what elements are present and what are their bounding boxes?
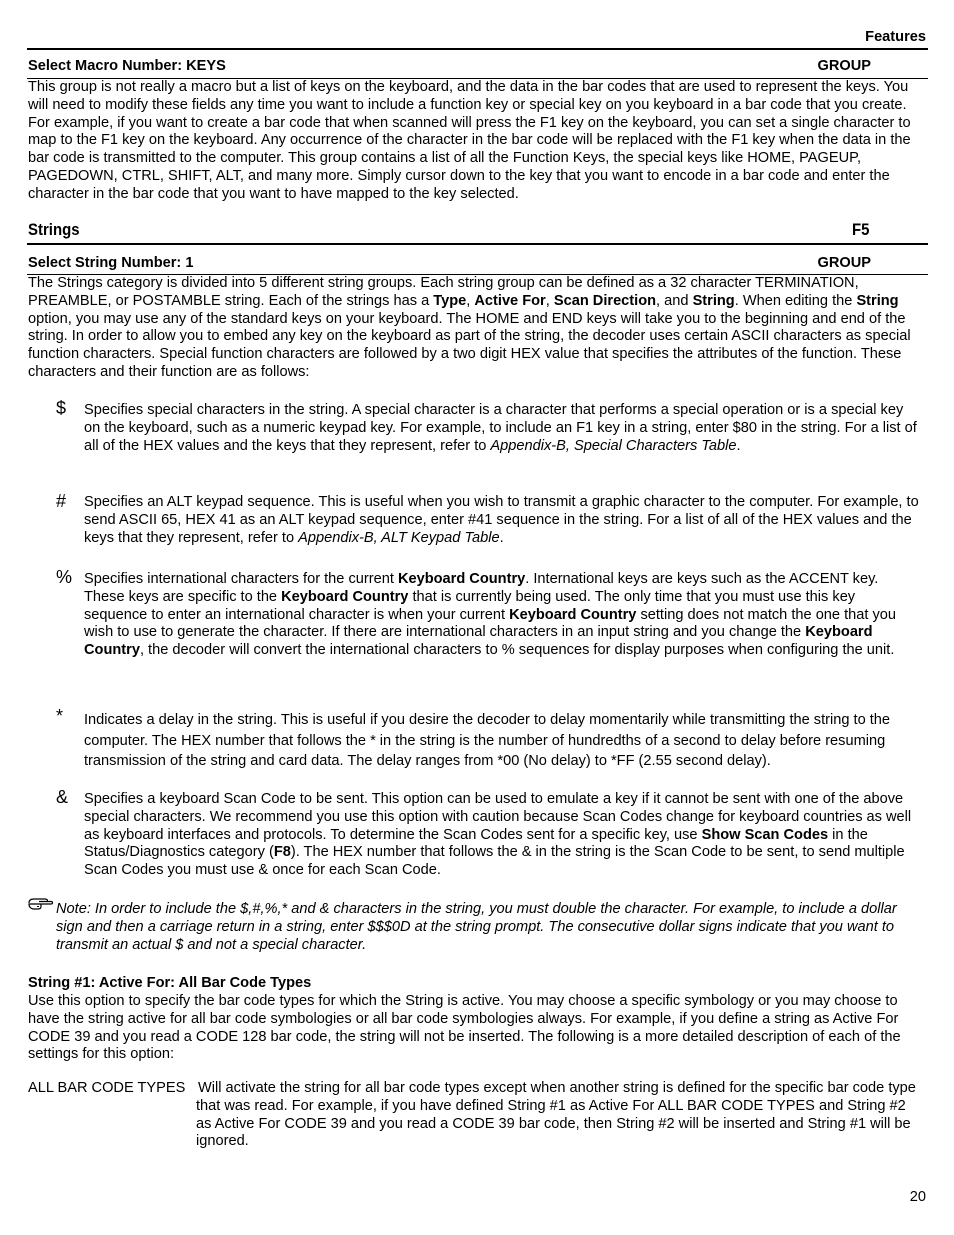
select-string-group: GROUP <box>817 255 871 271</box>
hash-description: Specifies an ALT keypad sequence. This is useful when you wish to transmit a graphic character to the computer. For example, to send ASCII 65, HEX 41 as an ALT keypad sequence, enter #41 sequence in the string. For a list of all of the HEX values and the keys that they represent, refer to Appendix-B, ALT Keypad Table. <box>84 494 919 546</box>
strings-key: F5 <box>852 220 870 239</box>
percent-symbol: % <box>56 567 73 587</box>
pointing-hand-icon <box>28 894 54 912</box>
strings-intro: The Strings category is divided into 5 different string groups. Each string group can be defined as a 32 character TERMINATION, PREAMBLE, or POSTAMBLE string. Each of the strings has a Type, Active For, Scan Direction, and String. When editing the String option, you may use any of the standard keys on your keyboard. The HOME and END keys will take you to the beginning and end of the string. In order to allow you to embed any key on the keyboard as part of the string, the decoder uses certain ASCII characters as special function characters. Special function characters are followed by a two digit HEX value that specifies the attributes of the function. These characters and their function are as follows: <box>28 275 911 380</box>
macro-body: This group is not really a macro but a list of keys on the keyboard, and the data in the bar codes that are used to represent the keys. You will need to modify these fields any time you want to include a function key or special key on you keyboard in a bar code that you create. For example, if you want to create a bar code that when scanned will press the F1 key on the keyboard, you can set a single character to map to the F1 key on the keyboard. Any occurrence of the character in the bar code will be replaced with the F1 key when the data in the bar code is transmitted to the computer. This group contains a list of all the Function Keys, the special keys like HOME, PAGEUP, PAGEDOWN, CTRL, SHIFT, ALT, and many more. Simply cursor down to the key that you want to encode in a bar code and enter the character in the bar code that you want to have mapped to the key selected. <box>28 79 911 202</box>
ampersand-symbol: & <box>56 787 69 807</box>
hash-symbol: # <box>56 491 67 511</box>
running-header: Features <box>865 29 926 45</box>
active-for-heading: String #1: Active For: All Bar Code Types <box>28 975 312 991</box>
definition-term: ALL BAR CODE TYPES <box>28 1080 186 1096</box>
macro-group-label: GROUP <box>817 58 871 74</box>
ampersand-description: Specifies a keyboard Scan Code to be sent. This option can be used to emulate a key if it cannot be sent with one of the above special characters. We recommend you use this option with caution because Scan Codes change for keyboard countries as well as keyboard interfaces and protocols. To determine the Scan Codes sent for a specific key, use Show Scan Codes in the Status/Diagnostics category (F8). The HEX number that follows the & in the string is the Scan Code to be sent, to send multiple Scan Codes you must use & once for each Scan Code. <box>84 791 912 879</box>
strings-rule <box>27 243 928 245</box>
note-text: Note: In order to include the $,#,%,* and & characters in the string, you must double the character. For example, to include a dollar sign and then a carriage return in a string, enter $$$0D at the string prompt. The consecutive dollar signs indicate that you want to transmit an actual $ and not a special character. <box>56 901 897 953</box>
page-number: 20 <box>909 1189 926 1205</box>
asterisk-symbol: * <box>56 706 64 726</box>
macro-heading-label: Select Macro Number: KEYS <box>28 58 226 74</box>
select-string-heading <box>28 255 871 273</box>
strings-title: Strings <box>28 220 80 239</box>
definition-body: Will activate the string for all bar code types except when another string is defined for the specific bar code type that was read. For example, if you have defined String #1 as Active For ALL BAR CODE TYPES and String #2 as Active For CODE 39 and you read a CODE 39 bar code, then String #2 will be inserted and String #1 will be ignored. <box>196 1080 916 1150</box>
active-for-body: Use this option to specify the bar code types for which the String is active. You may choose a specific symbology or you may choose to have the string active for all bar code symbologies or all bar code symbologies always. For example, if you define a string as Active For CODE 39 and you read a CODE 128 bar code, the string will not be inserted. The following is a more detailed description of each of the settings for this option: <box>28 993 901 1063</box>
macro-heading <box>28 58 871 76</box>
dollar-symbol: $ <box>56 398 67 418</box>
asterisk-description: Indicates a delay in the string. This is useful if you desire the decoder to delay momentarily while transmitting the string to the computer. The HEX number that follows the * in the string is the number of hundredths of a second to delay before resuming transmission of the string and card data. The delay ranges from *00 (No delay) to *FF (2.55 second delay). <box>84 712 891 769</box>
percent-description: Specifies international characters for the current Keyboard Country. International keys are keys such as the ACCENT key. These keys are specific to the Keyboard Country that is currently being used. The only time that you must use this key sequence to enter an international character is when your current Keyboard Country setting does not match the one that you wish to use to generate the character. If there are international characters in an input string and you change the Keyboard Country, the decoder will convert the international characters to % sequences for display purposes when configuring the unit. <box>84 571 897 659</box>
header-rule <box>27 48 928 50</box>
dollar-description: Specifies special characters in the string. A special character is a character that performs a special operation or is a special key on the keyboard, such as a numeric keypad key. For example, to include an F1 key in a string, enter $80 in the string. For a list of all of the HEX values and the keys that they represent, refer to Appendix-B, Special Characters Table. <box>84 402 917 454</box>
select-string-label: Select String Number: 1 <box>28 255 194 271</box>
